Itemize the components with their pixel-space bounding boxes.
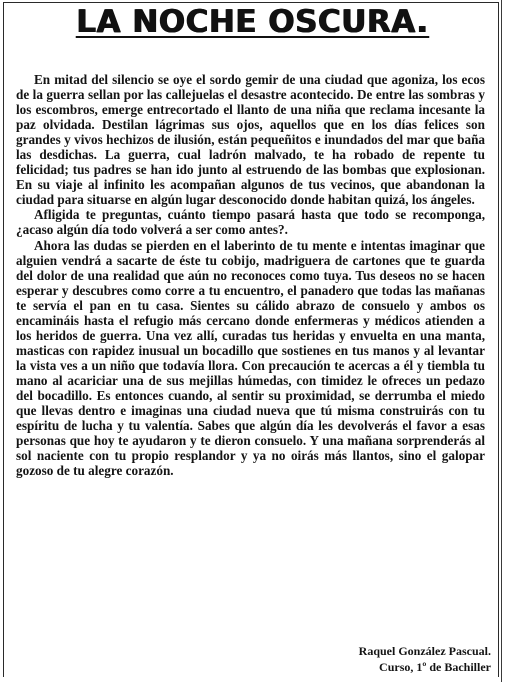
- paragraph-2: Afligida te preguntas, cuánto tiempo pasará hasta que todo se recomponga, ¿acaso algún día todo volverá a ser como antes?.: [16, 207, 485, 238]
- article-title: LA NOCHE OSCURA.: [76, 4, 429, 40]
- paragraph-1: En mitad del silencio se oye el sordo gemir de una ciudad que agoniza, los ecos de la guerra sellan por las callejuelas el desastre acontecido. De entre las sombras y los escombros, emerge entrecortado el llanto de una niña que reclama incesante la paz olvidada. Destilan lágrimas sus ojos, aquellos que en los días felices son grandes y vivos hechizos de ilusión, están pequeñitos e inundados del mar que baña las desdichas. La guerra, cual ladrón malvado, te ha robado de repente tu felicidad; tus padres se han ido junto al estruendo de las bombas que explosionan. En su viaje al infinito les acompañan algunos de tus vecinos, que abandonan la ciudad para situarse en algún lugar desconocido donde habitan quizá, los ángeles.: [16, 72, 485, 208]
- article-body: [16, 72, 485, 478]
- paragraph-3: Ahora las dudas se pierden en el laberinto de tu mente e intentas imaginar que alguien vendrá a sacarte de éste tu cobijo, madriguera de cartones que te guarda del dolor de una realidad que aún no reconoces como tuya. Tus deseos no se hacen esperar y descubres como corre a tu encuentro, el panadero que todas las mañanas te servía el pan en tu casa. Sientes su cálido abrazo de consuelo y ambos os encamináis hasta el refugio más cercano donde enfermeras y médicos atienden a los heridos de guerra. Una vez allí, curadas tus heridas y envuelta en una manta, masticas con rapidez inusual un bocadillo que sostienes en tus manos y al levantar la vista ves a un niño que todavía llora. Con precaución te acercas a él y tiembla tu mano al acariciar una de sus mejillas húmedas, con timidez le ofreces un pedazo del bocadillo. Es entonces cuando, al sentir su proximidad, se derrumba el miedo que llevas dentro e imaginas una ciudad nueva que tú misma construirás con tu espíritu de lucha y tu valentía. Sabes que algún día les devolverás el favor a esas personas que hoy te ayudaron y te dieron consuelo. Y una mañana sorprenderás al sol naciente con tu propio resplandor y ya no oirás más llantos, sino el galopar gozoso de tu alegre corazón.: [16, 237, 485, 479]
- author-course: Curso, 1º de Bachiller: [379, 660, 491, 674]
- author-name: Raquel González Pascual.: [358, 644, 491, 658]
- signature-block: [359, 643, 491, 675]
- scan-edge-line: [501, 0, 502, 682]
